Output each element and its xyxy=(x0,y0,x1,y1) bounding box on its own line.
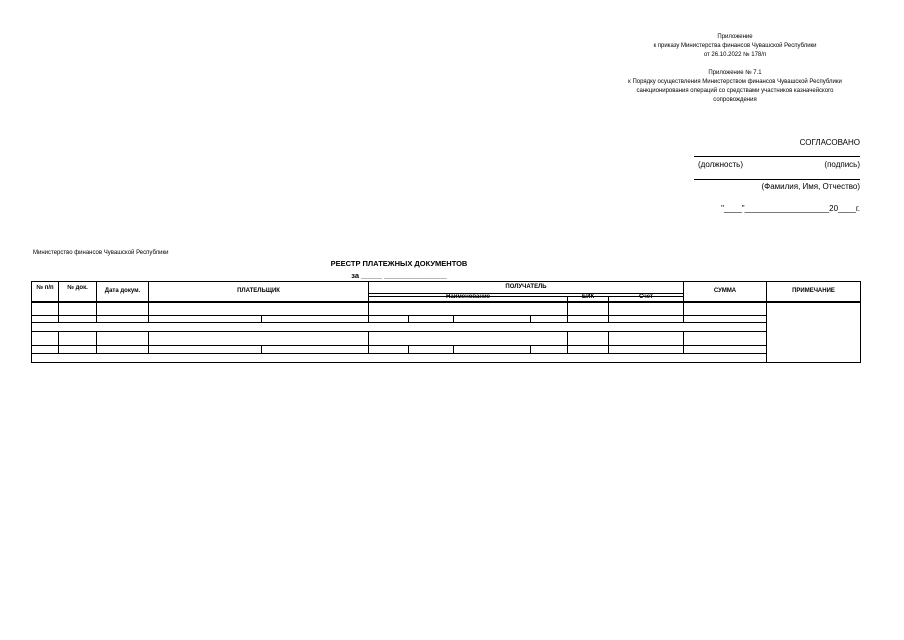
annex-line: Приложение xyxy=(717,34,753,40)
col-header-bik: БИК xyxy=(581,294,595,300)
annex-line: к Порядку осуществления Министерством финансов Чувашской Республики xyxy=(628,79,842,85)
signature-label: (подпись) xyxy=(824,160,860,169)
col-header-date: Дата докум. xyxy=(104,288,141,294)
annex-line: от 26.10.2022 № 178/п xyxy=(703,52,767,58)
registry-title: РЕЕСТР ПЛАТЕЖНЫХ ДОКУМЕНТОВ xyxy=(330,259,468,268)
ministry-name: Министерство финансов Чувашской Республики xyxy=(33,250,169,256)
position-label: (должность) xyxy=(698,160,743,169)
fullname-label: (Фамилия, Имя, Отчество) xyxy=(761,182,860,191)
col-header-num: № п/п xyxy=(36,285,54,291)
col-header-account: Счет xyxy=(639,294,653,300)
col-header-note: ПРИМЕЧАНИЕ xyxy=(792,288,835,294)
approval-title: СОГЛАСОВАНО xyxy=(799,138,860,147)
col-header-doc: № док. xyxy=(67,285,88,291)
col-header-recipient: ПОЛУЧАТЕЛЬ xyxy=(505,284,547,290)
annex-line: санкционирования операций со средствами участников казначейского xyxy=(636,88,834,94)
annex-line: Приложение № 7.1 xyxy=(708,70,762,76)
col-header-payer: ПЛАТЕЛЬЩИК xyxy=(237,288,280,294)
col-header-name: Наименование xyxy=(445,294,491,300)
registry-period: за _____ _______________ xyxy=(351,271,447,280)
annex-line: сопровождения xyxy=(713,97,757,103)
col-header-sum: СУММА xyxy=(713,288,737,294)
approval-date: "____"___________________20____г. xyxy=(721,204,860,213)
annex-line: к приказу Министерства финансов Чувашской Республики xyxy=(653,43,817,49)
